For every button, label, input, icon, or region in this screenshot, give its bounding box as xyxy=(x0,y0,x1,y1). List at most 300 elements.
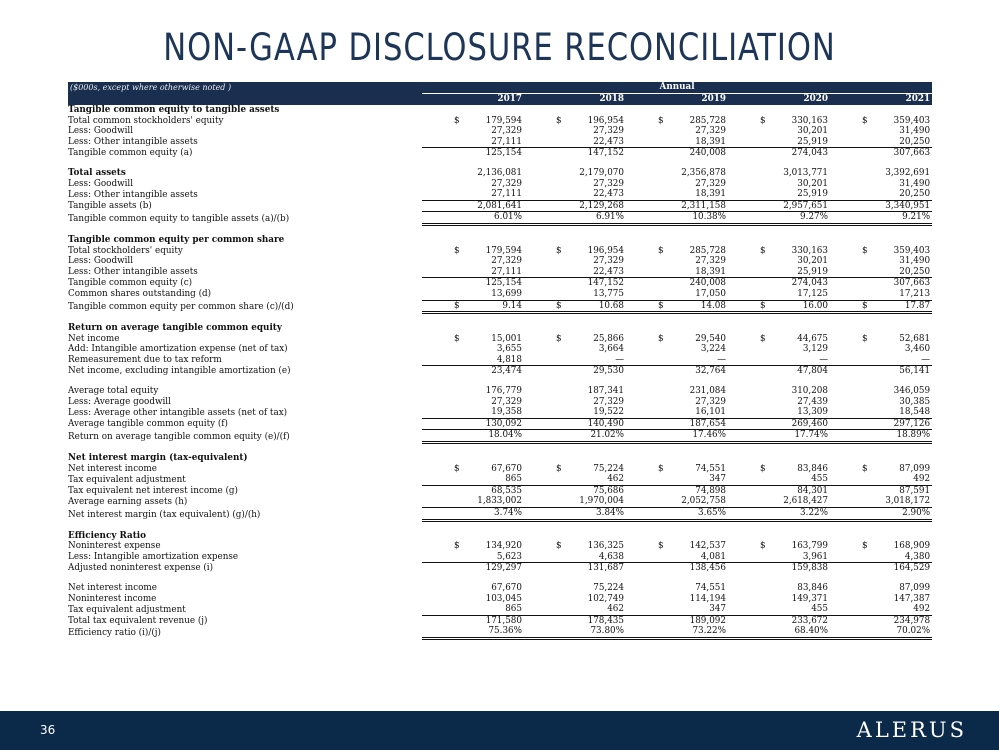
value-cell: 17.74% xyxy=(736,430,830,443)
value-cell: 103,045 xyxy=(485,593,522,604)
value-cell: 18,548 xyxy=(838,407,932,418)
value-cell: 75,224 xyxy=(593,463,624,474)
row-label: Tax equivalent net interest income (g) xyxy=(68,485,238,496)
value-cell: 27,329 xyxy=(695,178,726,189)
table-row xyxy=(68,386,932,397)
year-header: 2017 xyxy=(430,94,524,106)
value-cell: 346,059 xyxy=(893,386,931,397)
row-label: Return on average tangible common equity (e)/(f) xyxy=(68,431,290,442)
table-row xyxy=(68,179,932,190)
value-cell: 29,540 xyxy=(695,333,726,344)
value-cell: 147,152 xyxy=(587,148,624,159)
currency-symbol: $ xyxy=(862,245,868,256)
currency-symbol: $ xyxy=(658,541,664,552)
value-cell: 462 xyxy=(532,474,626,485)
table-row xyxy=(68,541,932,552)
value-cell: 4,380 xyxy=(838,552,932,563)
row-label: Common shares outstanding (d) xyxy=(68,289,212,300)
value-cell: 171,580 xyxy=(485,615,522,626)
table-row xyxy=(68,604,932,615)
value-cell: 3.74% xyxy=(430,508,524,521)
table-row xyxy=(68,552,932,563)
table-row xyxy=(68,116,932,127)
row-label: Noninterest expense xyxy=(68,541,161,552)
value-cell: 179,594 xyxy=(485,115,522,126)
value-cell: 3,013,771 xyxy=(783,167,828,178)
value-cell: 67,670 xyxy=(491,463,522,474)
table-row xyxy=(68,212,932,225)
table-row xyxy=(68,615,932,626)
row-label: Adjusted noninterest expense (i) xyxy=(68,563,214,574)
spacer-row xyxy=(68,520,932,531)
value-cell: 307,663 xyxy=(893,278,931,289)
value-cell: 18,391 xyxy=(634,189,728,200)
value-cell: 29,530 xyxy=(593,366,624,377)
row-label: Noninterest income xyxy=(68,593,157,604)
value-cell: 359,403 xyxy=(893,115,931,126)
alerus-logo: ALERUS xyxy=(856,718,967,742)
value-cell: 16,101 xyxy=(634,407,728,418)
value-cell: 9.14 xyxy=(430,300,524,313)
value-cell: 87,591 xyxy=(899,485,931,496)
value-cell: 131,687 xyxy=(587,563,624,574)
currency-symbol: $ xyxy=(556,245,562,256)
currency-symbol: $ xyxy=(626,300,634,313)
value-cell: 2,179,070 xyxy=(579,167,624,178)
value-cell: 15,001 xyxy=(491,333,522,344)
table-row xyxy=(68,474,932,485)
page-title: NON-GAAP DISCLOSURE RECONCILIATION xyxy=(163,26,836,69)
value-cell: 18,391 xyxy=(634,137,728,148)
value-cell: 492 xyxy=(838,474,932,485)
header-row-annual xyxy=(68,82,932,94)
row-label: Total tax equivalent revenue (j) xyxy=(68,615,208,626)
section-header-row xyxy=(68,531,932,542)
section-header-row xyxy=(68,168,932,179)
value-cell: 462 xyxy=(532,604,626,615)
value-cell: 68,535 xyxy=(491,485,522,496)
page-number: 36 xyxy=(40,723,56,737)
table-row xyxy=(68,355,932,366)
row-label: Less: Average goodwill xyxy=(68,396,171,407)
value-cell: 31,490 xyxy=(899,256,931,267)
value-cell: 68.40% xyxy=(736,626,830,638)
row-label: Net income xyxy=(68,333,120,344)
row-label: Tangible common equity per common share xyxy=(68,234,285,245)
value-cell: 2,052,758 xyxy=(634,496,728,507)
units-note: ($000s, except where otherwise noted ) xyxy=(68,82,422,94)
value-cell: — xyxy=(532,355,626,366)
value-cell: 3,961 xyxy=(736,552,830,563)
table-row xyxy=(68,594,932,605)
row-label: Add: Intangible amortization expense (net of tax) xyxy=(68,344,288,355)
row-label: Average total equity xyxy=(68,386,159,397)
spacer-row xyxy=(68,377,932,386)
currency-symbol: $ xyxy=(454,245,460,256)
value-cell: 3,392,691 xyxy=(885,167,931,178)
value-cell: 13,699 xyxy=(430,289,524,300)
value-cell: 27,329 xyxy=(593,178,624,189)
header-row-years xyxy=(68,94,932,106)
row-label: Remeasurement due to tax reform xyxy=(68,355,222,366)
value-cell: 3,018,172 xyxy=(838,496,932,507)
reconciliation-table xyxy=(68,82,932,640)
currency-symbol: $ xyxy=(760,333,766,344)
currency-symbol: $ xyxy=(556,541,562,552)
row-label: Less: Average other intangible assets (net of tax) xyxy=(68,407,288,418)
value-cell: 6.01% xyxy=(430,212,524,225)
row-label: Less: Goodwill xyxy=(68,126,134,137)
value-cell: 18,391 xyxy=(634,267,728,278)
row-label: Less: Intangible amortization expense xyxy=(68,552,239,563)
value-cell: 347 xyxy=(634,604,728,615)
value-cell: 44,675 xyxy=(797,333,828,344)
value-cell: 269,460 xyxy=(736,418,830,430)
value-cell: 27,329 xyxy=(695,256,726,267)
value-cell: 2,356,878 xyxy=(681,167,726,178)
value-cell: 865 xyxy=(430,474,524,485)
table-row xyxy=(68,583,932,594)
value-cell: 147,152 xyxy=(587,278,624,289)
table-row xyxy=(68,626,932,638)
value-cell: 10.38% xyxy=(634,212,728,225)
value-cell: 25,919 xyxy=(736,137,830,148)
value-cell: 455 xyxy=(736,474,830,485)
value-cell: 22,473 xyxy=(532,267,626,278)
currency-symbol: $ xyxy=(556,333,562,344)
currency-symbol: $ xyxy=(524,300,532,313)
currency-symbol: $ xyxy=(556,115,562,126)
currency-symbol: $ xyxy=(830,300,838,313)
section-header-row xyxy=(68,235,932,246)
value-cell: 3.22% xyxy=(736,508,830,521)
table-row xyxy=(68,189,932,200)
value-cell: 75,686 xyxy=(593,485,624,496)
value-cell: 27,329 xyxy=(491,126,522,137)
currency-symbol: $ xyxy=(454,541,460,552)
annual-label: Annual xyxy=(422,82,932,94)
currency-symbol: $ xyxy=(862,115,868,126)
value-cell: 3,655 xyxy=(496,344,522,355)
value-cell: 18.89% xyxy=(838,430,932,443)
value-cell: 187,654 xyxy=(634,418,728,430)
row-label: Tangible common equity to tangible assets (a)/(b) xyxy=(68,213,290,224)
row-label: Tax equivalent adjustment xyxy=(68,604,186,615)
table-row xyxy=(68,508,932,521)
value-cell: 27,111 xyxy=(430,137,524,148)
row-label: Less: Goodwill xyxy=(68,178,134,189)
row-label: Tax equivalent adjustment xyxy=(68,474,186,485)
table-row xyxy=(68,126,932,137)
value-cell: 70.02% xyxy=(838,626,932,638)
currency-symbol: $ xyxy=(454,463,460,474)
table-row xyxy=(68,137,932,148)
value-cell: 6.91% xyxy=(532,212,626,225)
value-cell: 20,250 xyxy=(838,189,932,200)
value-cell: 2,136,081 xyxy=(477,167,522,178)
value-cell: 27,329 xyxy=(593,126,624,137)
table-row xyxy=(68,430,932,443)
currency-symbol: $ xyxy=(422,300,430,313)
year-header: 2018 xyxy=(532,94,626,106)
value-cell: — xyxy=(634,355,728,366)
value-cell: 178,435 xyxy=(587,615,624,626)
value-cell: 27,329 xyxy=(695,126,726,137)
value-cell: 27,439 xyxy=(797,396,828,407)
value-cell: 114,194 xyxy=(689,593,726,604)
value-cell: 10.68 xyxy=(532,300,626,313)
value-cell: 330,163 xyxy=(791,115,828,126)
table-row xyxy=(68,407,932,418)
value-cell: 19,358 xyxy=(430,407,524,418)
currency-symbol: $ xyxy=(728,300,736,313)
value-cell: 102,749 xyxy=(587,593,624,604)
value-cell: 22,473 xyxy=(532,137,626,148)
value-cell: 13,775 xyxy=(532,289,626,300)
value-cell: 73.22% xyxy=(634,626,728,638)
table-row xyxy=(68,148,932,159)
value-cell: 27,329 xyxy=(491,396,522,407)
footer-bar xyxy=(0,711,999,750)
value-cell: 129,297 xyxy=(485,563,522,574)
value-cell: 274,043 xyxy=(791,148,828,159)
value-cell: 13,309 xyxy=(736,407,830,418)
value-cell: 87,099 xyxy=(899,463,931,474)
value-cell: 3.84% xyxy=(532,508,626,521)
value-cell: 17.46% xyxy=(634,430,728,443)
value-cell: 234,978 xyxy=(893,615,931,626)
value-cell: 20,250 xyxy=(838,267,932,278)
row-label: Less: Other intangible assets xyxy=(68,267,198,278)
value-cell: 27,329 xyxy=(593,396,624,407)
value-cell: 347 xyxy=(634,474,728,485)
row-label: Total stockholders' equity xyxy=(68,245,183,256)
value-cell: 74,898 xyxy=(695,485,726,496)
row-label: Less: Other intangible assets xyxy=(68,137,198,148)
value-cell: 231,084 xyxy=(689,386,726,397)
value-cell: 2,618,427 xyxy=(736,496,830,507)
value-cell: 27,111 xyxy=(430,189,524,200)
value-cell: 25,866 xyxy=(593,333,624,344)
currency-symbol: $ xyxy=(454,333,460,344)
spacer-row xyxy=(68,224,932,235)
currency-symbol: $ xyxy=(658,245,664,256)
value-cell: 865 xyxy=(430,604,524,615)
row-label: Tangible common equity (c) xyxy=(68,278,193,289)
value-cell: 2.90% xyxy=(838,508,932,521)
table-row xyxy=(68,344,932,355)
value-cell: — xyxy=(736,355,830,366)
value-cell: 168,909 xyxy=(893,541,931,552)
value-cell: 56,141 xyxy=(899,366,931,377)
spacer-row xyxy=(68,159,932,168)
value-cell: 176,779 xyxy=(485,386,522,397)
currency-symbol: $ xyxy=(760,463,766,474)
value-cell: 3,460 xyxy=(904,344,931,355)
value-cell: 3,340,951 xyxy=(838,200,932,212)
table-row xyxy=(68,246,932,257)
spacer-row xyxy=(68,574,932,583)
table-row xyxy=(68,397,932,408)
value-cell: 25,919 xyxy=(736,189,830,200)
currency-symbol: $ xyxy=(862,333,868,344)
section-header-row xyxy=(68,453,932,464)
value-cell: 1,833,002 xyxy=(430,496,524,507)
value-cell: 31,490 xyxy=(899,126,931,137)
row-label: Total common stockholders' equity xyxy=(68,115,224,126)
value-cell: 297,126 xyxy=(838,418,932,430)
value-cell: 134,920 xyxy=(485,541,522,552)
value-cell: 3,664 xyxy=(598,344,624,355)
table-row xyxy=(68,334,932,345)
value-cell: 17,125 xyxy=(736,289,830,300)
value-cell: 83,846 xyxy=(797,463,828,474)
value-cell: 30,385 xyxy=(899,396,931,407)
value-cell: 130,092 xyxy=(430,418,524,430)
value-cell: 16.00 xyxy=(736,300,830,313)
value-cell: 75,224 xyxy=(593,582,624,593)
value-cell: 4,638 xyxy=(532,552,626,563)
value-cell: 1,970,004 xyxy=(532,496,626,507)
row-label: Net interest margin (tax equivalent) (g)/(h) xyxy=(68,509,261,520)
value-cell: 30,201 xyxy=(797,178,828,189)
table-row xyxy=(68,256,932,267)
value-cell: 27,329 xyxy=(491,178,522,189)
currency-symbol: $ xyxy=(760,245,766,256)
row-label: Total assets xyxy=(68,167,126,178)
value-cell: 27,329 xyxy=(593,256,624,267)
row-label: Tangible assets (b) xyxy=(68,201,152,212)
currency-symbol: $ xyxy=(862,463,868,474)
value-cell: 240,008 xyxy=(689,148,726,159)
value-cell: 330,163 xyxy=(791,245,828,256)
spacer-row xyxy=(68,313,932,324)
value-cell: 310,208 xyxy=(791,386,828,397)
value-cell: 2,129,268 xyxy=(532,200,626,212)
value-cell: 25,919 xyxy=(736,267,830,278)
value-cell: 179,594 xyxy=(485,245,522,256)
section-header-row xyxy=(68,323,932,334)
value-cell: 189,092 xyxy=(689,615,726,626)
value-cell: 30,201 xyxy=(797,256,828,267)
table-row xyxy=(68,300,932,313)
row-label: Return on average tangible common equity xyxy=(68,323,282,334)
row-label: Average tangible common equity (f) xyxy=(68,419,228,430)
value-cell: 149,371 xyxy=(791,593,828,604)
row-label: Tangible common equity to tangible assets xyxy=(68,105,280,115)
value-cell: 187,341 xyxy=(587,386,624,397)
value-cell: 27,329 xyxy=(491,256,522,267)
value-cell: 22,473 xyxy=(532,189,626,200)
currency-symbol: $ xyxy=(658,463,664,474)
value-cell: 455 xyxy=(736,604,830,615)
currency-symbol: $ xyxy=(556,463,562,474)
row-label: Net interest margin (tax-equivalent) xyxy=(68,453,248,464)
currency-symbol: $ xyxy=(760,115,766,126)
value-cell: 240,008 xyxy=(689,278,726,289)
value-cell: 2,311,158 xyxy=(634,200,728,212)
value-cell: 125,154 xyxy=(485,278,522,289)
value-cell: 3,129 xyxy=(802,344,828,355)
value-cell: 19,522 xyxy=(532,407,626,418)
value-cell: 14.08 xyxy=(634,300,728,313)
value-cell: 73.80% xyxy=(532,626,626,638)
value-cell: 138,456 xyxy=(689,563,726,574)
value-cell: 87,099 xyxy=(899,582,931,593)
table-row xyxy=(68,366,932,377)
table-row xyxy=(68,267,932,278)
spacer-row xyxy=(68,443,932,454)
table-body xyxy=(68,105,932,638)
value-cell: 159,838 xyxy=(791,563,828,574)
value-cell: 136,325 xyxy=(587,541,624,552)
value-cell: 17,213 xyxy=(838,289,932,300)
value-cell: 307,663 xyxy=(893,148,931,159)
currency-symbol: $ xyxy=(658,115,664,126)
row-label: Net income, excluding intangible amortization (e) xyxy=(68,366,291,377)
row-label: Efficiency ratio (i)/(j) xyxy=(68,627,161,638)
currency-symbol: $ xyxy=(862,541,868,552)
value-cell: 492 xyxy=(838,604,932,615)
value-cell: 285,728 xyxy=(689,245,726,256)
value-cell: 83,846 xyxy=(797,582,828,593)
value-cell: 285,728 xyxy=(689,115,726,126)
table-row xyxy=(68,278,932,289)
value-cell: 27,111 xyxy=(430,267,524,278)
value-cell: 74,551 xyxy=(695,463,726,474)
value-cell: 67,670 xyxy=(491,582,522,593)
value-cell: 31,490 xyxy=(899,178,931,189)
value-cell: 84,301 xyxy=(797,485,828,496)
value-cell: 196,954 xyxy=(587,115,624,126)
row-label: Net interest income xyxy=(68,582,157,593)
table-row xyxy=(68,563,932,574)
value-cell: 75.36% xyxy=(430,626,524,638)
table-row xyxy=(68,289,932,300)
value-cell: 4,818 xyxy=(430,355,524,366)
value-cell: 233,672 xyxy=(791,615,828,626)
year-header: 2019 xyxy=(634,94,728,106)
value-cell: 2,957,651 xyxy=(736,200,830,212)
table-row xyxy=(68,418,932,430)
value-cell: 5,623 xyxy=(430,552,524,563)
value-cell: 142,537 xyxy=(689,541,726,552)
year-header: 2020 xyxy=(736,94,830,106)
row-label: Less: Goodwill xyxy=(68,256,134,267)
value-cell: 20,250 xyxy=(838,137,932,148)
section-header-row xyxy=(68,105,932,116)
value-cell: 9.21% xyxy=(838,212,932,225)
value-cell: 17.87 xyxy=(838,300,932,313)
value-cell: 23,474 xyxy=(491,366,522,377)
value-cell: 32,764 xyxy=(695,366,726,377)
value-cell: — xyxy=(838,355,932,366)
value-cell: 47,804 xyxy=(797,366,828,377)
row-label: Net interest income xyxy=(68,463,157,474)
currency-symbol: $ xyxy=(658,333,664,344)
row-label: Efficiency Ratio xyxy=(68,530,146,541)
value-cell: 359,403 xyxy=(893,245,931,256)
value-cell: 164,529 xyxy=(893,563,931,574)
value-cell: 2,081,641 xyxy=(430,200,524,212)
value-cell: 196,954 xyxy=(587,245,624,256)
currency-symbol: $ xyxy=(760,541,766,552)
value-cell: 274,043 xyxy=(791,278,828,289)
value-cell: 21.02% xyxy=(532,430,626,443)
reconciliation-table-container xyxy=(68,82,932,640)
value-cell: 4,081 xyxy=(634,552,728,563)
value-cell: 27,329 xyxy=(695,396,726,407)
